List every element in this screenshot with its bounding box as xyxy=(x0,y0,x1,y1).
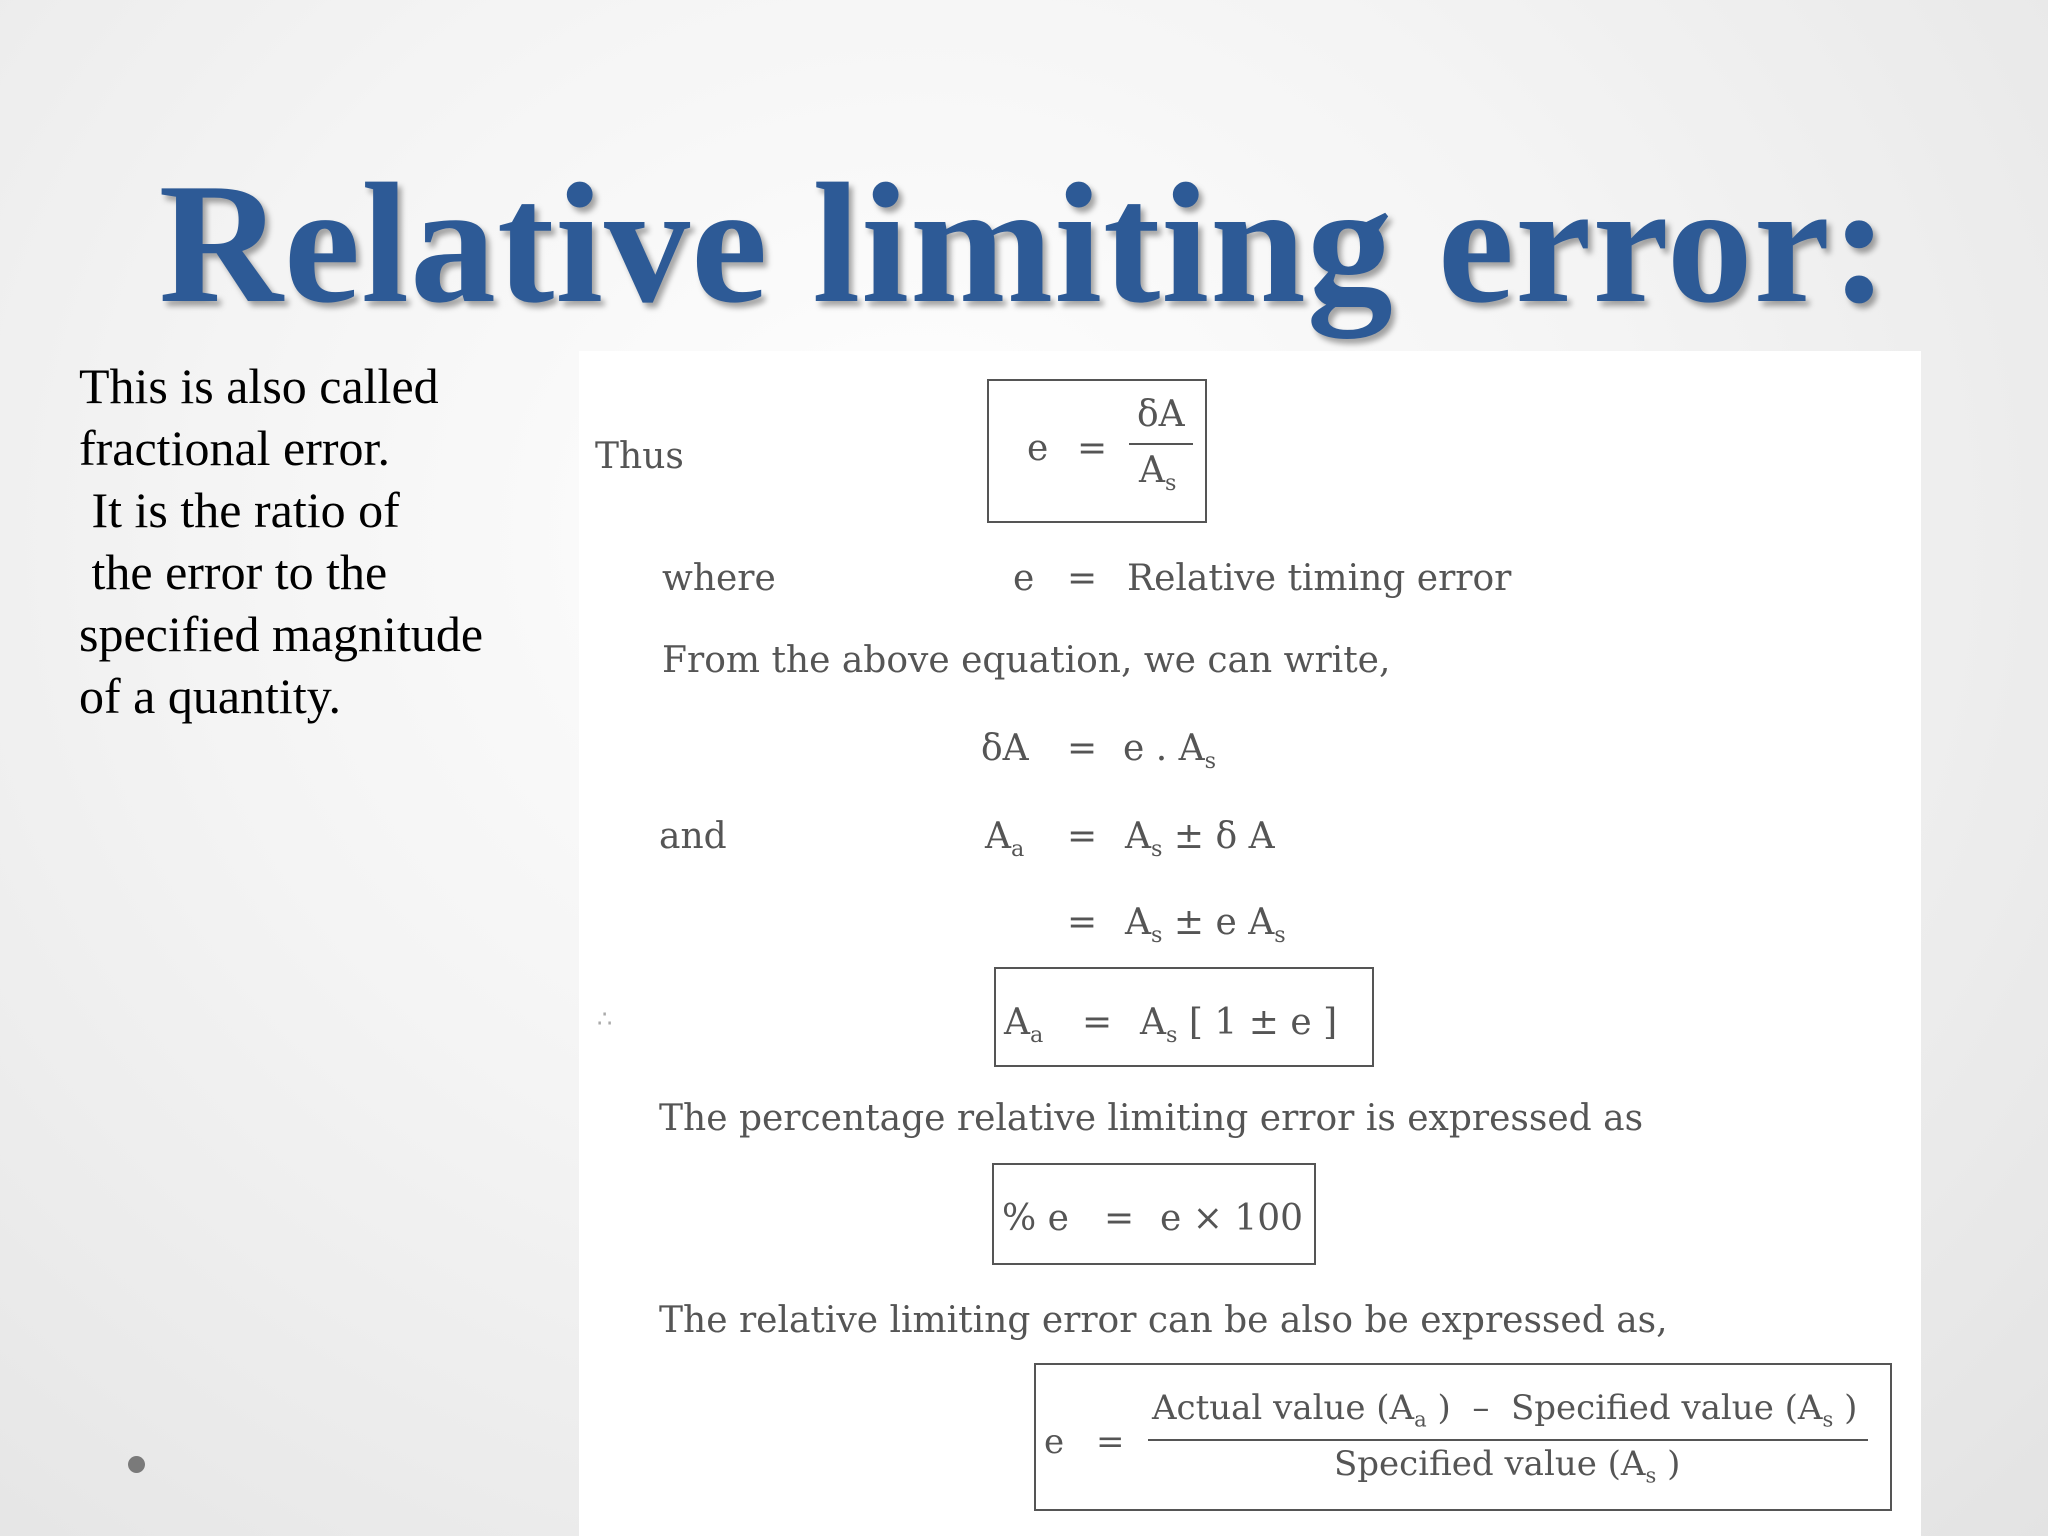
eq6-op: = xyxy=(1104,1198,1135,1239)
fraction-bar xyxy=(1129,443,1193,445)
therefore-symbol: ∴ xyxy=(597,1005,613,1033)
equation-box-4 xyxy=(1034,1363,1892,1511)
bullet-point xyxy=(128,1456,145,1473)
where-lhs: e xyxy=(1013,558,1035,599)
description-text xyxy=(79,355,599,727)
where-definition: Relative timing error xyxy=(1127,558,1512,599)
description-line: specified magnitude xyxy=(79,606,484,662)
description-line: of a quantity. xyxy=(79,668,341,724)
fraction-bar xyxy=(1148,1439,1868,1441)
slide-title: Relative limiting error: xyxy=(158,149,1890,339)
percent-text: The percentage relative limiting error is expressed as xyxy=(659,1098,1644,1139)
equation-box-2 xyxy=(994,967,1374,1067)
scanned-formula-image xyxy=(579,351,1921,1536)
eq5-rhs: $A_s$ [ 1 ± e ] xyxy=(1140,1002,1338,1048)
eq7-denominator: Specified value ($A_s$ ) xyxy=(1334,1444,1681,1488)
eq3-op: = xyxy=(1067,816,1098,857)
eq7-numerator: Actual value ($A_a$ ) – Specified value ($A_s$ ) xyxy=(1152,1388,1858,1432)
description-line: fractional error. xyxy=(79,420,390,476)
equation-box-1 xyxy=(987,379,1207,523)
eq2-rhs: e . $A_s$ xyxy=(1123,728,1217,774)
eq2-lhs: δA xyxy=(981,728,1029,769)
and-label: and xyxy=(659,816,727,857)
from-text: From the above equation, we can write, xyxy=(662,640,1391,681)
eq5-lhs: $A_a$ xyxy=(1004,1002,1044,1048)
eq3-lhs: $A_a$ xyxy=(985,816,1025,862)
eq1-lhs: e xyxy=(1027,428,1049,469)
eq3-rhs: $A_s \pm \delta$ A xyxy=(1125,816,1275,862)
eq4-rhs: $A_s \pm e$ $A_s$ xyxy=(1125,902,1286,948)
thus-label: Thus xyxy=(595,436,684,477)
equation-box-3 xyxy=(992,1163,1316,1265)
eq1-numerator: δA xyxy=(1137,394,1185,435)
description-line: the error to the xyxy=(79,544,388,600)
description-line: This is also called xyxy=(79,358,439,414)
where-label: where xyxy=(662,558,776,599)
eq5-op: = xyxy=(1082,1002,1113,1043)
eq7-op: = xyxy=(1096,1422,1125,1462)
eq6-lhs: % e xyxy=(1002,1198,1069,1239)
eq6-rhs: e × 100 xyxy=(1160,1198,1304,1239)
eq7-lhs: e xyxy=(1044,1422,1065,1462)
eq1-op: = xyxy=(1077,428,1108,469)
eq4-op: = xyxy=(1067,902,1098,943)
where-op: = xyxy=(1067,558,1098,599)
eq2-op: = xyxy=(1067,728,1098,769)
also-text: The relative limiting error can be also be expressed as, xyxy=(659,1300,1668,1341)
eq1-denominator: $A_s$ xyxy=(1139,450,1177,496)
description-line: It is the ratio of xyxy=(79,482,400,538)
